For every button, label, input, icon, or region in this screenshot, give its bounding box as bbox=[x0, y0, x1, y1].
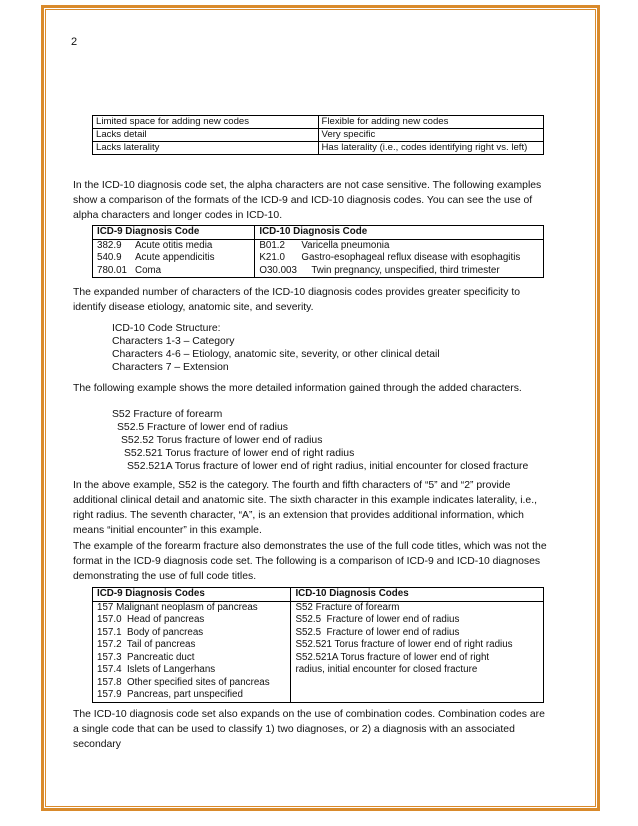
code: B01.2 bbox=[259, 239, 285, 251]
table-header: ICD-10 Diagnosis Codes bbox=[291, 588, 544, 602]
example-line: S52.5 Fracture of lower end of radius bbox=[117, 422, 288, 433]
table-cell bbox=[93, 239, 255, 278]
paragraph-specificity: The expanded number of characters of the ICD-10 diagnosis codes provides greater specificity to identify disease etiology, anatomic site, and severity. bbox=[73, 287, 521, 313]
table-cell bbox=[291, 601, 544, 702]
list-item: 157.2 Tail of pancreas bbox=[97, 639, 196, 650]
list-item: S52.521 Torus fracture of lower end of right radius bbox=[295, 639, 513, 650]
code-structure bbox=[112, 322, 440, 374]
table-header-row bbox=[93, 588, 544, 602]
list-item: radius, initial encounter for closed fracture bbox=[295, 664, 478, 675]
table-row bbox=[93, 239, 544, 278]
table-header: ICD-10 Diagnosis Code bbox=[255, 226, 544, 240]
full-titles-table bbox=[92, 587, 544, 703]
table-cell bbox=[255, 239, 544, 278]
paragraph-full-titles: The example of the forearm fracture also demonstrates the use of the full code titles, which was not the format in the ICD-9 diagnosis code set. The following is a comparison of ICD-9 and ICD-10 diagnoses demonstrating the use of full code titles. bbox=[73, 541, 547, 582]
list-item: S52 Fracture of forearm bbox=[295, 601, 400, 613]
paragraph-example-intro: The following example shows the more detailed information gained through the added characters. bbox=[73, 383, 522, 394]
list-item: 157.8 Other specified sites of pancreas bbox=[97, 676, 270, 688]
page-number: 2 bbox=[71, 36, 78, 48]
table-header: ICD-9 Diagnosis Codes bbox=[93, 588, 291, 602]
example-line: S52.521 Torus fracture of lower end of right radius bbox=[124, 448, 355, 459]
structure-line: Characters 4-6 – Etiology, anatomic site, severity, or other clinical detail bbox=[112, 349, 440, 360]
list-item: 157.9 Pancreas, part unspecified bbox=[97, 689, 243, 700]
table-header: ICD-9 Diagnosis Code bbox=[93, 226, 255, 240]
code-desc: Twin pregnancy, unspecified, third trimester bbox=[311, 264, 500, 276]
code: 382.9 bbox=[97, 239, 122, 251]
code: O30.003 bbox=[259, 264, 297, 276]
structure-line: Characters 7 – Extension bbox=[112, 362, 229, 373]
code-desc: Acute appendicitis bbox=[135, 252, 215, 263]
paragraph-example-explanation: In the above example, S52 is the category. The fourth and fifth characters of “5” and “2” provide additional clinical detail and anatomic site. The sixth character in this example indicates laterality, i.e., right radius. The seventh character, “A”, is an extension that provides additional information, which means “initial encounter” in this example. bbox=[73, 480, 537, 536]
list-item: 157.3 Pancreatic duct bbox=[97, 651, 195, 663]
structure-title: ICD-10 Code Structure: bbox=[112, 323, 221, 334]
comparison-table bbox=[92, 115, 544, 155]
table-row bbox=[93, 142, 544, 155]
code: 540.9 bbox=[97, 252, 122, 263]
table-cell: Very specific bbox=[318, 129, 544, 142]
code-format-table bbox=[92, 225, 544, 278]
table-header-row bbox=[93, 226, 544, 240]
paragraph-case-sensitivity: In the ICD-10 diagnosis code set, the alpha characters are not case sensitive. The following examples show a comparison of the formats of the ICD-9 and ICD-10 diagnosis codes. You can see the use of alpha characters and longer codes in ICD-10. bbox=[73, 180, 542, 221]
list-item: S52.521A Torus fracture of lower end of right bbox=[295, 651, 490, 663]
example-line: S52.52 Torus fracture of lower end of radius bbox=[121, 435, 323, 446]
list-item: S52.5 Fracture of lower end of radius bbox=[295, 614, 460, 625]
code-desc: Gastro-esophageal reflux disease with esophagitis bbox=[301, 252, 521, 263]
list-item: 157 Malignant neoplasm of pancreas bbox=[97, 601, 258, 613]
table-cell: Flexible for adding new codes bbox=[318, 116, 544, 129]
table-row bbox=[93, 116, 544, 129]
paragraph-combination-codes: The ICD-10 diagnosis code set also expands on the use of combination codes. Combination codes are a single code that can be used to classify 1) two diagnoses, or 2) a diagnosis with an associated secondary bbox=[73, 709, 545, 750]
list-item: 157.1 Body of pancreas bbox=[97, 626, 204, 638]
table-cell: Lacks laterality bbox=[93, 142, 319, 155]
list-item: 157.4 Islets of Langerhans bbox=[97, 664, 216, 675]
code-desc: Acute otitis media bbox=[135, 239, 213, 251]
table-cell bbox=[93, 601, 291, 702]
list-item: S52.5 Fracture of lower end of radius bbox=[295, 626, 460, 638]
code: 780.01 bbox=[97, 264, 127, 276]
code-desc: Coma bbox=[135, 264, 162, 276]
example-line: S52 Fracture of forearm bbox=[112, 409, 223, 420]
table-cell: Limited space for adding new codes bbox=[93, 116, 319, 129]
structure-line: Characters 1-3 – Category bbox=[112, 336, 235, 347]
code-desc: Varicella pneumonia bbox=[301, 239, 390, 251]
table-row bbox=[93, 601, 544, 702]
table-row bbox=[93, 129, 544, 142]
table-cell: Has laterality (i.e., codes identifying right vs. left) bbox=[318, 142, 544, 155]
code: K21.0 bbox=[259, 252, 285, 263]
table-cell: Lacks detail bbox=[93, 129, 319, 142]
example-line: S52.521A Torus fracture of lower end of right radius, initial encounter for closed fracture bbox=[127, 461, 529, 472]
list-item: 157.0 Head of pancreas bbox=[97, 614, 205, 625]
